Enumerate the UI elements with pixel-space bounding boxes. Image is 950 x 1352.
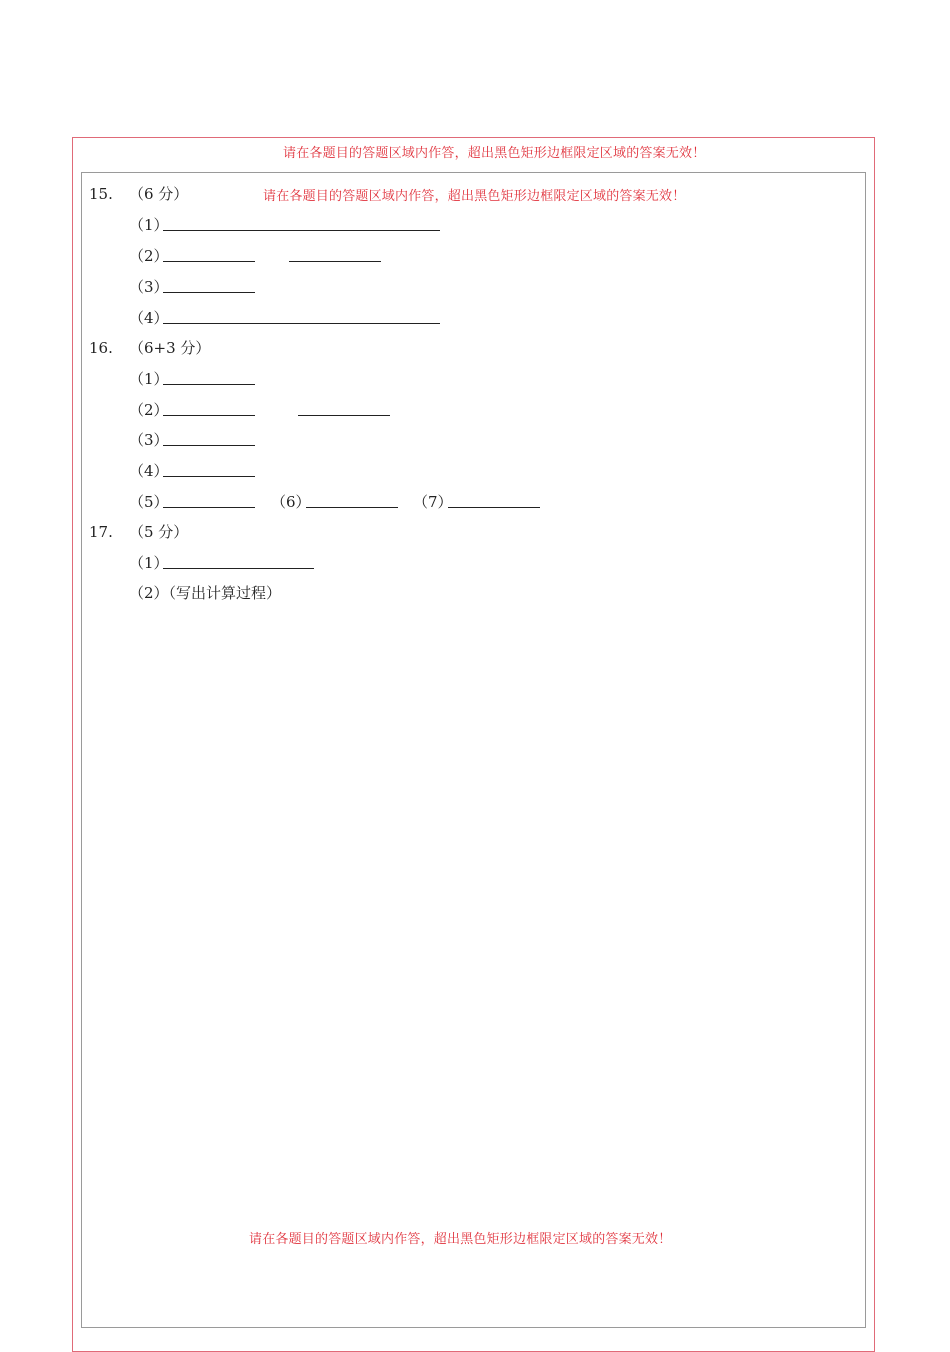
q16-part-4 — [129, 460, 269, 480]
part-label: （1） — [129, 370, 169, 388]
part-label: （2） — [129, 247, 169, 265]
q15-part-2 — [129, 245, 389, 265]
answer-blank[interactable] — [163, 384, 255, 385]
part-label: （2）（写出计算过程） — [129, 584, 282, 602]
top-notice: 请在各题目的答题区域内作答，超出黑色矩形边框限定区域的答案无效！ — [283, 146, 706, 161]
bottom-notice: 请在各题目的答题区域内作答，超出黑色矩形边框限定区域的答案无效！ — [249, 1232, 672, 1247]
answer-blank[interactable] — [163, 292, 255, 293]
question-16-header — [89, 337, 210, 358]
answer-blank[interactable] — [163, 261, 255, 262]
part-label: （3） — [129, 278, 169, 296]
question-points: （6 分） — [129, 185, 189, 203]
part-label: （1） — [129, 216, 169, 234]
question-number: 15. — [89, 185, 113, 203]
part-label: （7） — [413, 493, 453, 511]
answer-blank[interactable] — [163, 507, 255, 508]
part-label: （4） — [129, 309, 169, 327]
answer-blank[interactable] — [163, 323, 440, 324]
part-label: （2） — [129, 401, 169, 419]
q15-part-1 — [129, 214, 449, 234]
part-label: （6） — [271, 493, 311, 511]
part-label: （3） — [129, 431, 169, 449]
question-number: 17. — [89, 523, 113, 541]
section-notice: 请在各题目的答题区域内作答，超出黑色矩形边框限定区域的答案无效！ — [263, 189, 686, 204]
q16-part-1 — [129, 368, 269, 388]
answer-blank[interactable] — [448, 507, 540, 508]
part-label: （1） — [129, 554, 169, 572]
answer-blank[interactable] — [163, 476, 255, 477]
question-17-header — [89, 521, 188, 542]
q16-parts-5-7 — [129, 491, 549, 511]
q15-part-3 — [129, 276, 269, 296]
question-points: （5 分） — [129, 523, 189, 541]
q17-part-2 — [129, 582, 349, 602]
answer-blank[interactable] — [289, 261, 381, 262]
answer-blank[interactable] — [163, 445, 255, 446]
answer-blank[interactable] — [298, 415, 390, 416]
answer-blank[interactable] — [163, 415, 255, 416]
part-label: （5） — [129, 493, 169, 511]
answer-blank[interactable] — [306, 507, 398, 508]
question-15-header — [89, 183, 188, 204]
question-points: （6+3 分） — [129, 339, 211, 357]
answer-blank[interactable] — [163, 568, 314, 569]
q17-part-1 — [129, 552, 329, 572]
q17-work-area[interactable] — [129, 612, 849, 1212]
q16-part-3 — [129, 429, 269, 449]
part-label: （4） — [129, 462, 169, 480]
q15-part-4 — [129, 307, 449, 327]
answer-blank[interactable] — [163, 230, 440, 231]
question-number: 16. — [89, 339, 113, 357]
q16-part-2 — [129, 399, 399, 419]
